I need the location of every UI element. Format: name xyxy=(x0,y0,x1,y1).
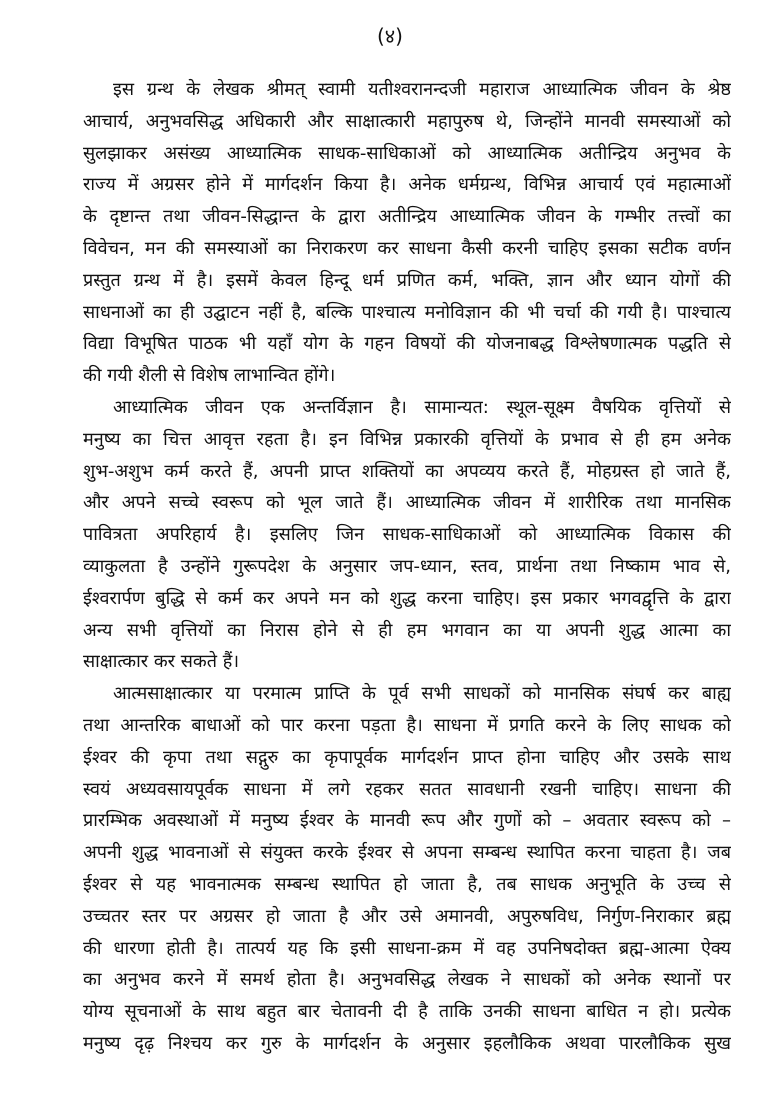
text-line: सुलझाकर असंख्य आध्यात्मिक साधक-साधिकाओं को आध्यात्मिक अतीन्द्रिय अनुभव के xyxy=(83,142,731,164)
text-line: मनुष्य दृढ़ निश्चय कर गुरु के मार्गदर्शन के अनुसार इहलौकिक अथवा पारलौकिक सुख xyxy=(83,1032,731,1054)
text-line: पावित्रता अपरिहार्य है। इसलिए जिन साधक-साधिकाओं को आध्यात्मिक विकास की xyxy=(83,524,731,546)
text-line: शुभ-अशुभ कर्म करते हैं, अपनी प्राप्त शक्तियों का अपव्यय करते हैं, मोहग्रस्त हो जाते हैं, xyxy=(83,460,731,482)
text-line: ईश्वर की कृपा तथा सद्गुरु का कृपापूर्वक मार्गदर्शन प्राप्त होना चाहिए और उसके साथ xyxy=(83,746,731,768)
text-line: उच्चतर स्तर पर अग्रसर हो जाता है और उसे अमानवी, अपुरुषविध, निर्गुण-निराकार ब्रह्म xyxy=(83,905,731,927)
text-line: के दृष्टान्त तथा जीवन-सिद्धान्त के द्वारा अतीन्द्रिय आध्यात्मिक जीवन के गम्भीर तत्त्वों का xyxy=(83,206,731,228)
text-line: आध्यात्मिक जीवन एक अन्तर्विज्ञान है। सामान्यत: स्थूल-सूक्ष्म वैषयिक वृत्तियों से xyxy=(113,396,731,418)
text-line: का अनुभव करने में समर्थ होता है। अनुभवसिद्ध लेखक ने साधकों को अनेक स्थानों पर xyxy=(83,969,731,991)
text-line: व्याकुलता है उन्होंने गुरूपदेश के अनुसार जप-ध्यान, स्तव, प्रार्थना तथा निष्काम भाव से, xyxy=(83,555,731,577)
text-line: तथा आन्तरिक बाधाओं को पार करना पड़ता है। साधना में प्रगति करने के लिए साधक को xyxy=(83,714,731,736)
text-line: आचार्य, अनुभवसिद्ध अधिकारी और साक्षात्कारी महापुरुष थे, जिन्होंने मानवी समस्याओं को xyxy=(83,110,731,132)
text-line: विद्या विभूषित पाठक भी यहाँ योग के गहन विषयों की योजनाबद्ध विश्लेषणात्मक पद्धति से xyxy=(83,333,731,355)
text-line: स्वयं अध्यवसायपूर्वक साधना में लगे रहकर सतत सावधानी रखनी चाहिए। साधना की xyxy=(83,778,731,800)
text-line: साक्षात्कार कर सकते हैं। xyxy=(83,651,240,673)
text-line: प्रस्तुत ग्रन्थ में है। इसमें केवल हिन्दू धर्म प्रणित कर्म, भक्ति, ज्ञान और ध्यान योगों की xyxy=(83,269,731,291)
text-line: आत्मसाक्षात्कार या परमात्म प्राप्ति के पूर्व सभी साधकों को मानसिक संघर्ष कर बाह्य xyxy=(113,683,731,705)
text-line: अन्य सभी वृत्तियों का निरास होने से ही हम भगवान का या अपनी शुद्ध आत्मा का xyxy=(83,619,731,641)
text-line: प्रारम्भिक अवस्थाओं में मनुष्य ईश्वर के मानवी रूप और गुणों को – अवतार स्वरूप को – xyxy=(83,810,731,832)
text-line: मनुष्य का चित्त आवृत्त रहता है। इन विभिन्न प्रकारकी वृत्तियों के प्रभाव से ही हम अनेक xyxy=(83,428,731,450)
text-line: की धारणा होती है। तात्पर्य यह कि इसी साधना-क्रम में वह उपनिषदोक्त ब्रह्म-आत्मा ऐक्य xyxy=(83,937,731,959)
text-line: अपनी शुद्ध भावनाओं से संयुक्त करके ईश्वर से अपना सम्बन्ध स्थापित करना चाहता है। जब xyxy=(83,842,731,864)
text-line: योग्य सूचनाओं के साथ बहुत बार चेतावनी दी है ताकि उनकी साधना बाधित न हो। प्रत्येक xyxy=(83,1001,731,1023)
text-line: राज्य में अग्रसर होने में मार्गदर्शन किया है। अनेक धर्मग्रन्थ, विभिन्न आचार्य एवं महात्माओं xyxy=(83,174,731,196)
text-line: ईश्वर से यह भावनात्मक सम्बन्ध स्थापित हो जाता है, तब साधक अनुभूति के उच्च से xyxy=(83,873,731,895)
text-line: साधनाओं का ही उद्घाटन नहीं है, बल्कि पाश्चात्य मनोविज्ञान की भी चर्चा की गयी है। पाश्चात्य xyxy=(83,301,731,323)
text-line: और अपने सच्चे स्वरूप को भूल जाते हैं। आध्यात्मिक जीवन में शारीरिक तथा मानसिक xyxy=(83,492,731,514)
text-line: ईश्वरार्पण बुद्धि से कर्म कर अपने मन को शुद्ध करना चाहिए। इस प्रकार भगवद्वृत्ति के द्वारा xyxy=(83,587,731,609)
text-line: की गयी शैली से विशेष लाभान्वित होंगे। xyxy=(83,365,336,387)
text-line: इस ग्रन्थ के लेखक श्रीमत् स्वामी यतीश्वरानन्दजी महाराज आध्यात्मिक जीवन के श्रेष्ठ xyxy=(113,79,731,100)
page-number: (४) xyxy=(376,24,403,48)
body-text xyxy=(83,74,731,1060)
text-line: विवेचन, मन की समस्याओं का निराकरण कर साधना कैसी करनी चाहिए इसका सटीक वर्णन xyxy=(83,237,731,259)
